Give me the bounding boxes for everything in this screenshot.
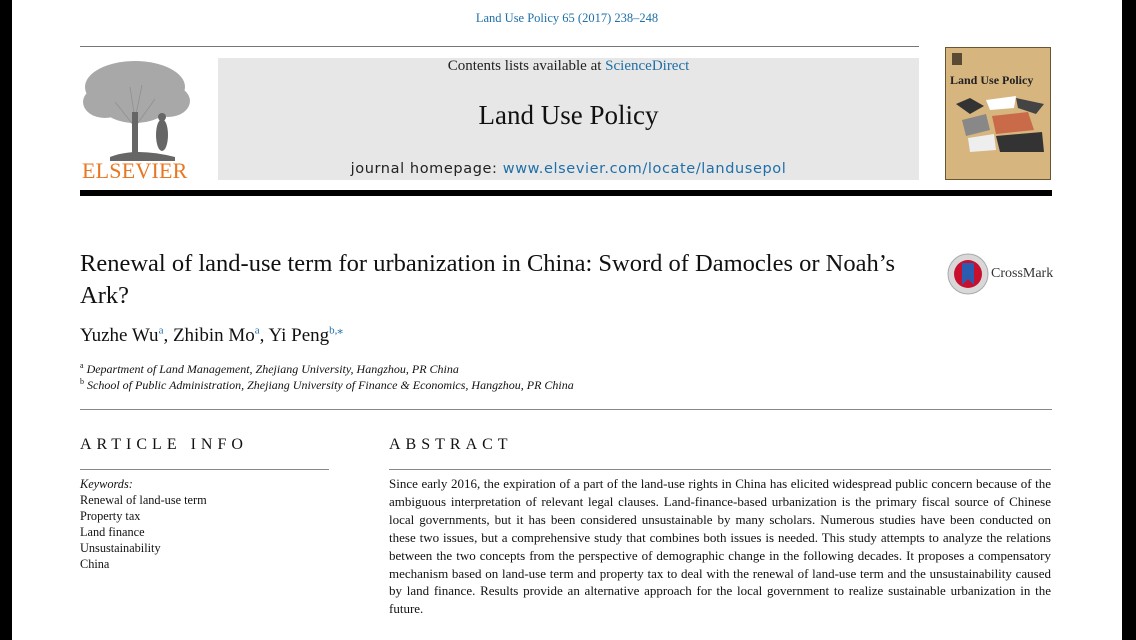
affiliation-mark: a	[80, 361, 84, 370]
keywords-block	[80, 476, 207, 572]
journal-cover-thumbnail[interactable]	[945, 47, 1051, 180]
keyword-item: China	[80, 557, 110, 571]
article-title: Renewal of land-use term for urbanization in China: Sword of Damocles or Noah’s Ark?	[80, 250, 896, 309]
author-name[interactable]: Zhibin Mo	[172, 325, 255, 346]
section-divider	[80, 409, 1052, 410]
keyword-item: Unsustainability	[80, 541, 161, 555]
affiliation-a	[80, 362, 459, 377]
crossmark-label[interactable]: CrossMark	[991, 266, 1054, 281]
elsevier-wordmark: ELSEVIER	[82, 158, 188, 183]
journal-header-box	[218, 58, 919, 180]
article-page	[12, 0, 1122, 640]
journal-homepage-link[interactable]: www.elsevier.com/locate/landusepol	[502, 161, 787, 177]
article-info-rule	[80, 469, 329, 470]
affiliation-text: School of Public Administration, Zhejiang University of Finance & Economics, Hangzhou, PR China	[87, 378, 574, 392]
header-top-rule	[80, 46, 919, 47]
cover-publisher-mark	[952, 53, 962, 65]
author-name[interactable]: Yi Peng	[268, 325, 330, 346]
abstract-text: Since early 2016, the expiration of a part of the land-use rights in China has elicited widespread public concern because of the ambiguous interpretation of relevant legal clauses. Land-finance-based urbanization is the primary fiscal source of Chinese local governments, but it has been considered unsustainable by many scholars. Numerous studies have been conducted on these two issues, but a comprehensive study that combines both issues is needed. This study attempts to analyze the relations between the two concepts from the perspective of demographic change in the following decades. It proposes a compensatory mechanism based on land-use term and property tax to deal with the renewal of land-use term and the unsustainability caused by land finance. Results provide an alternative approach for the local government to realize sustainable urbanization in the future.	[389, 476, 1051, 617]
journal-title: Land Use Policy	[478, 100, 659, 130]
author-affiliation-mark[interactable]: b,⁎	[329, 324, 343, 337]
author-name[interactable]: Yuzhe Wu	[80, 325, 159, 346]
sciencedirect-link[interactable]: ScienceDirect	[605, 58, 690, 74]
author-affiliation-mark[interactable]: a	[254, 324, 260, 337]
abstract-heading: ABSTRACT	[389, 436, 513, 453]
affiliation-b	[80, 378, 574, 393]
author-list	[80, 325, 343, 347]
affiliation-mark: b	[80, 377, 84, 386]
affiliation-text: Department of Land Management, Zhejiang University, Hangzhou, PR China	[86, 362, 459, 376]
keyword-item: Property tax	[80, 509, 141, 523]
journal-homepage: journal homepage: www.elsevier.com/locate/landusepol	[350, 161, 787, 177]
author-separator: ,	[163, 325, 173, 346]
cover-title: Land Use Policy	[950, 73, 1034, 87]
author-separator: ,	[259, 325, 269, 346]
keyword-item: Land finance	[80, 525, 145, 539]
header-thick-rule	[80, 190, 1052, 196]
cover-illustration	[956, 94, 1044, 154]
keywords-label: Keywords:	[80, 477, 133, 491]
author-affiliation-mark[interactable]: a	[158, 324, 164, 337]
keyword-item: Renewal of land-use term	[80, 493, 207, 507]
journal-citation[interactable]: Land Use Policy 65 (2017) 238–248	[475, 11, 659, 25]
contents-availability: Contents lists available at ScienceDirect	[447, 58, 690, 74]
article-info-heading: ARTICLE INFO	[80, 436, 248, 453]
abstract-rule	[389, 469, 1051, 470]
crossmark-icon[interactable]	[947, 253, 989, 295]
